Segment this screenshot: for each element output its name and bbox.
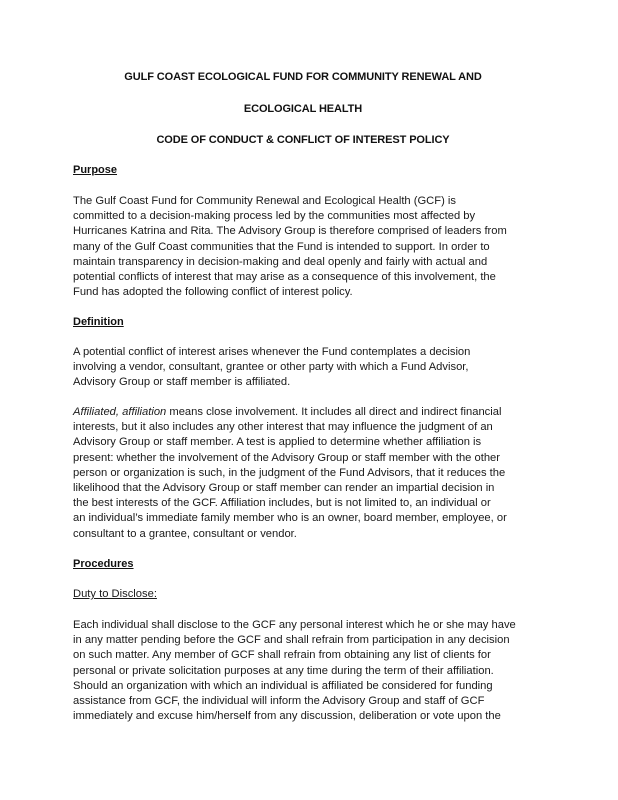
text-line: the best interests of the GCF. Affiliation includes, but is not limited to, an individual or: [73, 497, 491, 510]
text-line: personal or private solicitation purposes at any time during the term of their affiliation.: [73, 664, 494, 677]
text-line: present: whether the involvement of the Advisory Group or staff member with the other: [73, 451, 500, 464]
text-line: committed to a decision-making process led by the communities most affected by: [73, 210, 476, 223]
text-line: Should an organization with which an individual is affiliated be considered for funding: [73, 679, 493, 692]
procedures-paragraph: [73, 618, 573, 724]
text-line: on such matter. Any member of GCF shall refrain from obtaining any list of clients for: [73, 649, 491, 662]
document-title-line-2: ECOLOGICAL HEALTH: [243, 103, 363, 115]
text-line: Each individual shall disclose to the GCF any personal interest which he or she may have: [73, 619, 516, 631]
text-line: assistance from GCF, the individual will inform the Advisory Group and staff of GCF: [73, 695, 485, 708]
text-line: The Gulf Coast Fund for Community Renewal and Ecological Health (GCF) is: [73, 195, 457, 207]
text-line: likelihood that the Advisory Group or staff member can render an impartial decision in: [73, 482, 495, 495]
definition-heading: Definition: [73, 316, 124, 328]
text-line: person or organization is such, in the judgment of the Fund Advisors, that it reduces the: [73, 466, 506, 479]
definition-paragraph-2: [73, 405, 573, 542]
document-title-line-1: GULF COAST ECOLOGICAL FUND FOR COMMUNITY RENEWAL AND: [124, 71, 482, 83]
text-line: maintain transparency in decision-making and deal openly and fairly with actual and: [73, 255, 488, 268]
text-line: [73, 405, 573, 420]
text-line: Hurricanes Katrina and Rita. The Advisory Group is therefore comprised of leaders from: [73, 225, 507, 238]
procedures-heading: Procedures: [73, 558, 134, 570]
text-fragment: means close involvement. It includes all direct and indirect financial: [166, 406, 502, 418]
defined-term: Affiliated, affiliation: [73, 406, 167, 418]
text-line: Advisory Group or staff member. A test is applied to determine whether affiliation is: [73, 436, 482, 449]
text-line: A potential conflict of interest arises whenever the Fund contemplates a decision: [73, 346, 471, 358]
definition-paragraph-1: [73, 345, 573, 391]
text-line: in any matter pending before the GCF and shall refrain from participation in any decision: [73, 634, 510, 647]
text-line: an individual’s immediate family member who is an owner, board member, employee, or: [73, 512, 507, 525]
text-line: Fund has adopted the following conflict of interest policy.: [73, 286, 353, 299]
text-line: involving a vendor, consultant, grantee or other party with which a Fund Advisor,: [73, 361, 469, 374]
duty-to-disclose-subheading: Duty to Disclose:: [73, 588, 157, 600]
purpose-paragraph: [73, 194, 573, 300]
text-line: many of the Gulf Coast communities that the Fund is intended to support. In order to: [73, 240, 490, 253]
text-line: Advisory Group or staff member is affiliated.: [73, 376, 291, 389]
document-subtitle: CODE OF CONDUCT & CONFLICT OF INTEREST POLICY: [156, 134, 450, 146]
text-line: interests, but it also includes any other interest that may influence the judgment of an: [73, 421, 493, 434]
text-line: consultant to a grantee, consultant or vendor.: [73, 527, 297, 540]
purpose-heading: Purpose: [73, 164, 118, 176]
text-line: potential conflicts of interest that may arise as a consequence of this involvement, the: [73, 271, 496, 284]
text-line: immediately and excuse him/herself from any discussion, deliberation or vote upon the: [73, 710, 501, 723]
